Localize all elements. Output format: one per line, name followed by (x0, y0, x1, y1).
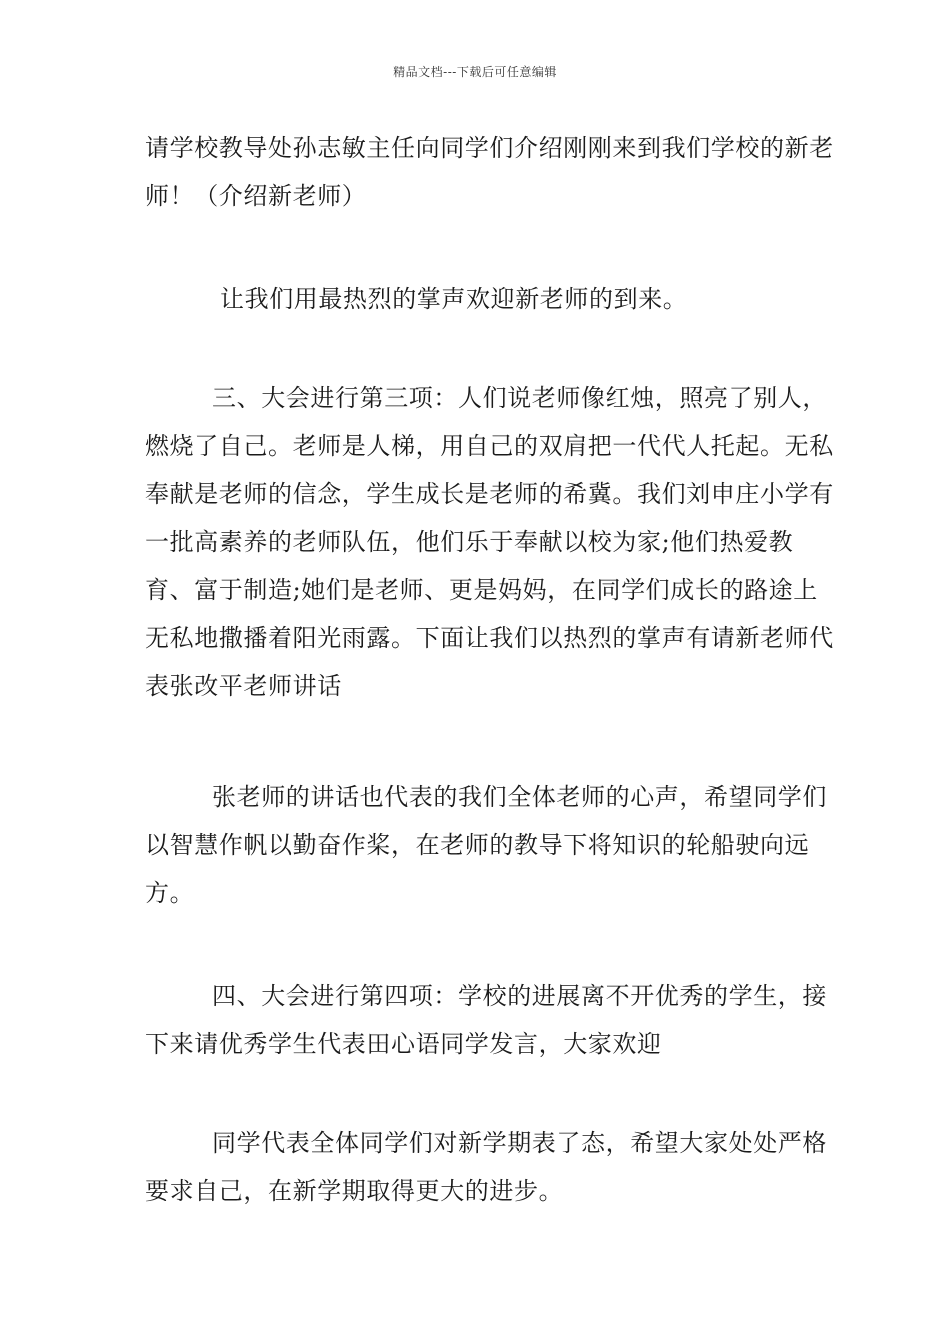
paragraph-teacher-speech: 张老师的讲话也代表的我们全体老师的心声，希望同学们以智慧作帆以勤奋作桨，在老师的教导下将知识的轮船驶向远方。 (145, 783, 827, 907)
paragraph-item-four: 四、大会进行第四项：学校的进展离不开优秀的学生，接下来请优秀学生代表田心语同学发言，大家欢迎 (145, 982, 827, 1058)
paragraph-welcome-applause: 让我们用最热烈的掌声欢迎新老师的到来。 (220, 285, 688, 313)
page-header-note: 精品文档---下载后可任意编辑 (393, 65, 557, 79)
paragraph-item-three: 三、大会进行第三项：人们说老师像红烛，照亮了别人，燃烧了自己。老师是人梯，用自己的双肩把一代代人托起。无私奉献是老师的信念，学生成长是老师的希冀。我们刘申庄小学有一批高素养的老师队伍，他们乐于奉献以校为家;他们热爱教育、富于制造;她们是老师、更是妈妈，在同学们成长的路途上无私地撒播着阳光雨露。下面让我们以热烈的掌声有请新老师代表张改平老师讲话 (145, 384, 834, 700)
paragraph-student-pledge: 同学代表全体同学们对新学期表了态，希望大家处处严格要求自己，在新学期取得更大的进步。 (145, 1129, 827, 1205)
paragraph-introduce-teachers: 请学校教导处孙志敏主任向同学们介绍刚刚来到我们学校的新老师！（介绍新老师） (145, 134, 834, 210)
